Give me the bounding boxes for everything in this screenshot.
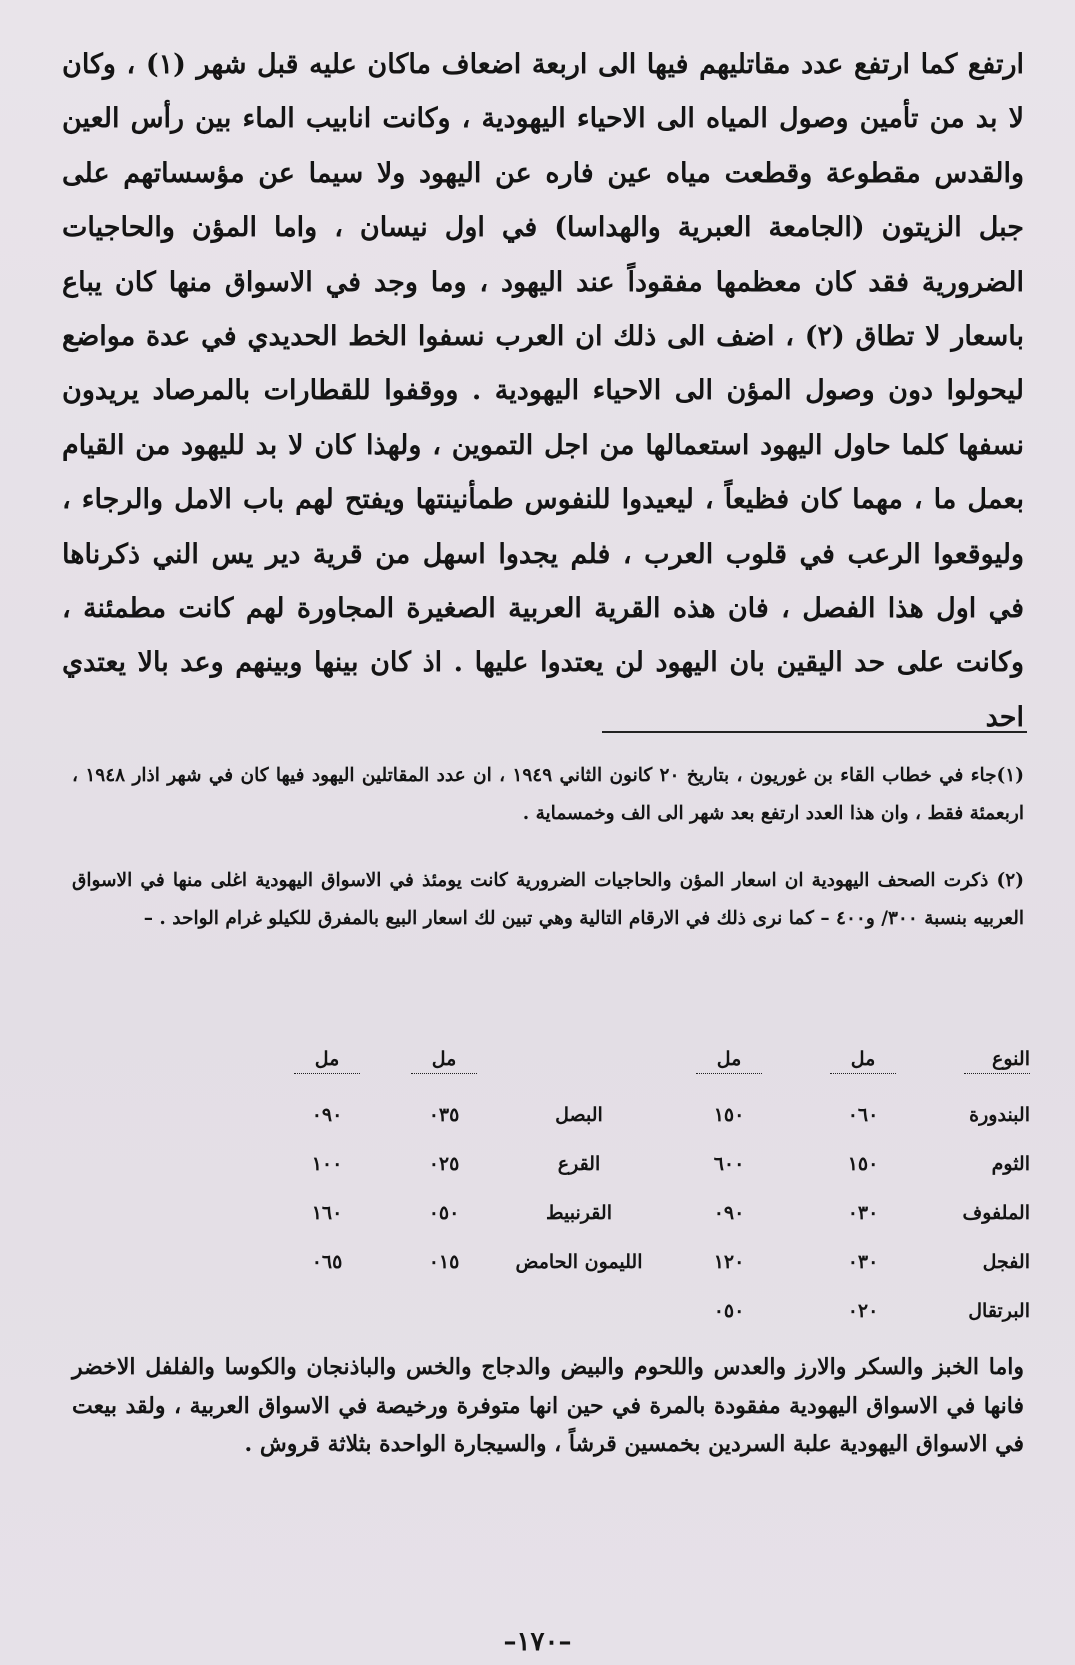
table-cell: ٠٢٠ bbox=[847, 1299, 879, 1322]
table-cell: ١٠٠ bbox=[311, 1152, 343, 1175]
table-cell: الثوم bbox=[991, 1152, 1030, 1175]
table-cell bbox=[504, 1286, 654, 1335]
table-cell: ٠٥٠ bbox=[428, 1201, 460, 1224]
footnote-divider bbox=[602, 731, 1027, 733]
table-cell: ٦٠٠ bbox=[713, 1152, 745, 1175]
table-cell: القرع bbox=[557, 1152, 601, 1175]
body-text bbox=[62, 38, 1024, 745]
table-cell: ٠١٥ bbox=[428, 1250, 460, 1273]
table-cell: ١٦٠ bbox=[311, 1201, 343, 1224]
footnote-1-text: (١)جاء في خطاب القاء بن غوريون ، بتاريخ ٢٠ كانون الثاني ١٩٤٩ ، ان عدد المقاتلين اليهود فيها كان في شهر اذار ١٩٤٨ ، اربعمئة فقط ، وان هذا العدد ارتفع بعد شهر الى الف وخمسماية . bbox=[72, 765, 1024, 824]
table-cell: الملفوف bbox=[962, 1201, 1030, 1224]
footnote-1 bbox=[72, 757, 1024, 833]
table-cell: ١٥٠ bbox=[713, 1103, 745, 1126]
page-number: –١٧٠– bbox=[503, 1627, 572, 1657]
table-cell: القرنبيط bbox=[546, 1201, 612, 1224]
table-cell: البصل bbox=[555, 1103, 603, 1126]
table-header: مل bbox=[384, 1032, 504, 1090]
table-cell: ٠٦٠ bbox=[847, 1103, 879, 1126]
table-cell: ٠٥٠ bbox=[713, 1299, 745, 1322]
table-row bbox=[270, 1090, 1030, 1139]
body-paragraph: ارتفع كما ارتفع عدد مقاتليهم فيها الى اربعة اضعاف ماكان عليه قبل شهر (١) ، وكان لا بد من تأمين وصول المياه الى الاحياء اليهودية ، وكانت انابيب الماء بين رأس العين والقدس مقطوعة وقطعت مياه عين فاره عن اليهود ولا سيما عن مؤسساتهم على جبل الزيتون (الجامعة العبرية والهداسا) في اول نيسان ، واما المؤن والحاجيات الضرورية فقد كان معظمها مفقوداً عند اليهود ، وما وجد في الاسواق منها كان يباع باسعار لا تطاق (٢) ، اضف الى ذلك ان العرب نسفوا الخط الحديدي في عدة مواضع ليحولوا دون وصول المؤن الى الاحياء اليهودية . ووقفوا للقطارات بالمرصاد يريدون نسفها كلما حاول اليهود استعمالها من اجل التموين ، ولهذا كان لا بد لليهود من القيام بعمل ما ، مهما كان فظيعاً ، ليعيدوا للنفوس طمأنينتها ويفتح لهم باب الامل والرجاء ، وليوقعوا الرعب في قلوب العرب ، فلم يجدوا اسهل من قرية دير يس الني ذكرناها في اول هذا الفصل ، فان هذه القرية العربية الصغيرة المجاورة لهم كانت مطمئنة ، وكانت على حد اليقين بان اليهود لن يعتدوا عليها . اذ كان بينها وبينهم وعد بالا يعتدي احد bbox=[62, 49, 1024, 733]
table-cell: ٠٩٠ bbox=[311, 1103, 343, 1126]
table-row bbox=[270, 1139, 1030, 1188]
table-header: النوع bbox=[922, 1032, 1030, 1090]
table-row bbox=[270, 1237, 1030, 1286]
table-header: مل bbox=[270, 1032, 384, 1090]
table-cell: الليمون الحامض bbox=[515, 1250, 643, 1273]
continuation-text bbox=[72, 1348, 1024, 1464]
table-cell: ٠٩٠ bbox=[713, 1201, 745, 1224]
table-header: مل bbox=[654, 1032, 804, 1090]
table-cell: الفجل bbox=[982, 1250, 1030, 1273]
table-cell: ١٢٠ bbox=[713, 1250, 745, 1273]
footnote-2-text: (٢) ذكرت الصحف اليهودية ان اسعار المؤن والحاجيات الضرورية كانت يومئذ في الاسواق اليهودية اغلى منها في الاسواق العربيه بنسبة ٣٠٠/ و٤٠٠ – كما نرى ذلك في الارقام التالية وهي تبين لك اسعار البيع بالمفرق للكيلو غرام الواحد . – bbox=[72, 870, 1024, 929]
table-cell: ٠٦٥ bbox=[311, 1250, 343, 1273]
table-cell: ٠٣٠ bbox=[847, 1201, 879, 1224]
table-row bbox=[270, 1188, 1030, 1237]
footnote-2 bbox=[72, 862, 1024, 938]
table-row bbox=[270, 1286, 1030, 1335]
table-cell: ٠٣٥ bbox=[428, 1103, 460, 1126]
table-header bbox=[504, 1032, 654, 1090]
table-cell bbox=[270, 1286, 384, 1335]
table-cell: البندورة bbox=[969, 1103, 1030, 1126]
table-cell: ١٥٠ bbox=[847, 1152, 879, 1175]
table-header-row bbox=[270, 1032, 1030, 1090]
table-header: مل bbox=[804, 1032, 922, 1090]
table-cell: ٠٢٥ bbox=[428, 1152, 460, 1175]
table-cell bbox=[384, 1286, 504, 1335]
continuation-paragraph: واما الخبز والسكر والارز والعدس واللحوم والبيض والدجاج والخس والباذنجان والكوسا والفلفل الاخضر فانها في الاسواق اليهودية مفقودة بالمرة في حين انها متوفرة ورخيصة في الاسواق العربية ، ولقد بيعت في الاسواق اليهودية علبة السردين بخمسين قرشاً ، والسيجارة الواحدة بثلاثة قروش . bbox=[72, 1354, 1024, 1457]
table-cell: البرتقال bbox=[968, 1299, 1030, 1322]
table-cell: ٠٣٠ bbox=[847, 1250, 879, 1273]
price-table bbox=[270, 1032, 1030, 1335]
